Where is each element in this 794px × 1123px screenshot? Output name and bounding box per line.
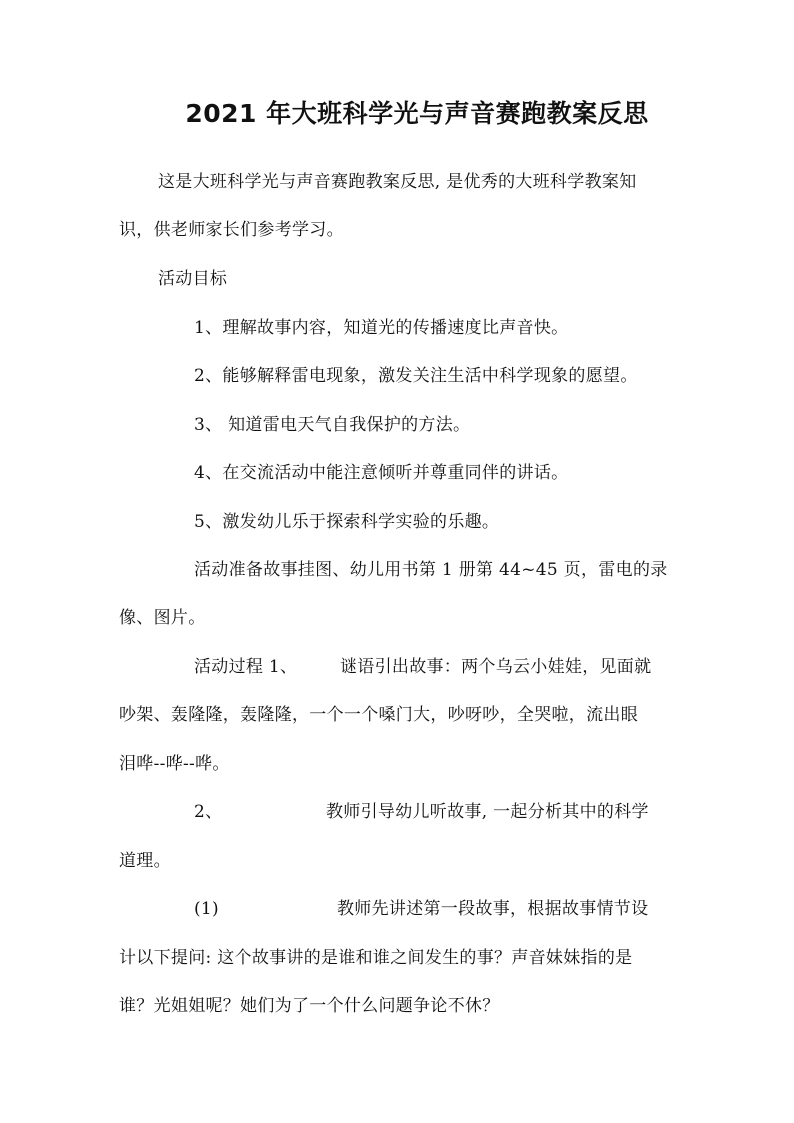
- process-step-1-line-2: 吵架、轰隆隆，轰隆隆，一个一个嗓门大，吵呀吵，全哭啦，流出眼: [119, 705, 638, 725]
- process-step-2-label: 2、: [194, 802, 223, 822]
- goal-item-1: 1、理解故事内容，知道光的传播速度比声音快。: [194, 318, 569, 338]
- intro-paragraph-line-2: 识，供老师家长们参考学习。: [119, 220, 344, 240]
- process-step-1-line-3: 泪哗--哗--哗。: [119, 754, 230, 774]
- goal-item-2: 2、能够解释雷电现象，激发关注生活中科学现象的愿望。: [194, 366, 638, 386]
- process-step-1-text: 谜语引出故事：两个乌云小娃娃，见面就: [340, 657, 652, 677]
- goals-heading: 活动目标: [158, 269, 228, 289]
- process-step-2-text: 教师引导幼儿听故事, 一起分析其中的科学: [326, 802, 649, 822]
- goal-item-4: 4、在交流活动中能注意倾听并尊重同伴的讲话。: [194, 463, 569, 483]
- process-step-1-label: 活动过程 1、: [194, 657, 298, 677]
- sub-step-1-line-3: 谁？光姐姐呢？她们为了一个什么问题争论不休？: [119, 996, 500, 1016]
- preparation-line-1: 活动准备故事挂图、幼儿用书第 1 册第 44~45 页，雷电的录: [194, 560, 668, 580]
- intro-paragraph-line-1: 这是大班科学光与声音赛跑教案反思, 是优秀的大班科学教案知: [158, 172, 637, 192]
- preparation-line-2: 像、图片。: [119, 608, 206, 628]
- goal-item-5: 5、激发幼儿乐于探索科学实验的乐趣。: [194, 512, 500, 532]
- page-title: 2021 年大班科学光与声音赛跑教案反思: [185, 99, 649, 128]
- process-step-2-line-2: 道理。: [119, 851, 171, 871]
- sub-step-1-line-2: 计以下提问: 这个故事讲的是谁和谁之间发生的事？声音妹妹指的是: [119, 948, 633, 968]
- sub-step-1-label: (1): [194, 899, 219, 919]
- goal-item-3: 3、 知道雷电天气自我保护的方法。: [194, 415, 471, 435]
- sub-step-1-text: 教师先讲述第一段故事，根据故事情节设: [337, 899, 649, 919]
